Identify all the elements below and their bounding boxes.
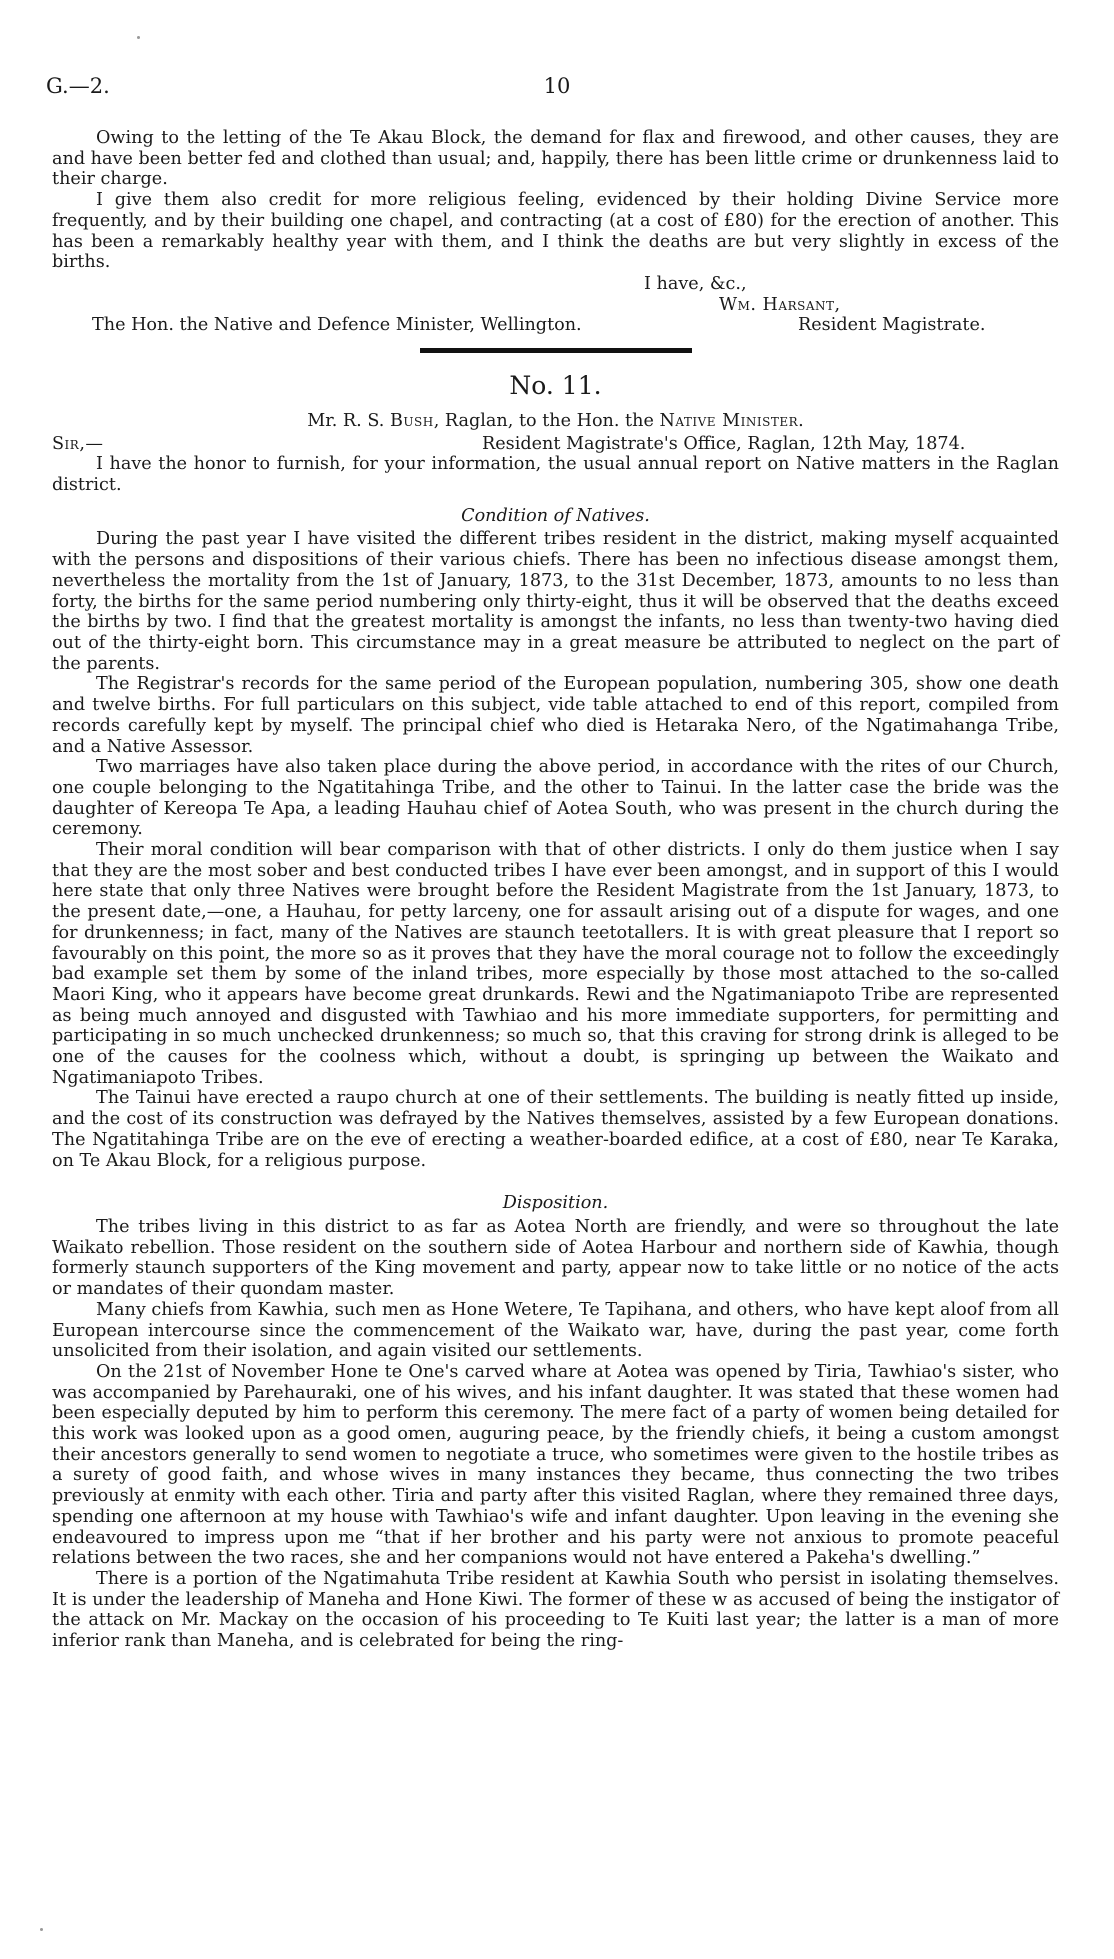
paragraph: I have the honor to furnish, for your information, the usual annual report on Native matters in the Raglan district. — [52, 454, 1059, 496]
section-heading: Disposition. — [502, 1193, 609, 1214]
from-suffix: . — [798, 410, 804, 431]
paragraph: Owing to the letting of the Te Akau Block, the demand for flax and firewood, and other causes, they are and have been better fed and clothed than usual; and, happily, there has been little crime or drunkenness laid to their charge. — [52, 128, 1059, 190]
paragraph: There is a portion of the Ngatimahuta Tribe resident at Kawhia South who persist in isolating themselves. It is under the leadership of Maneha and Hone Kiwi. The former of these w as accused of being the instigator of the attack on Mr. Mackay on the occasion of his proceeding to Te Kuiti last year; the latter is a man of more inferior rank than Maneha, and is celebrated for being the ring- — [52, 1568, 1059, 1652]
dateline: Resident Magistrate's Office, Raglan, 12th May, 1874. — [482, 433, 966, 454]
signature-block — [52, 274, 1059, 336]
section-divider — [420, 348, 692, 353]
paragraph: The Tainui have erected a raupo church at one of their settlements. The building is neatly fitted up inside, and the cost of its construction was defrayed by the Natives themselves, assisted by a few European donations. The Ngatitahinga Tribe are on the eve of erecting a weather-boarded edifice, at a cost of £80, near Te Karaka, on Te Akau Block, for a religious purpose. — [52, 1088, 1059, 1171]
paragraph: The tribes living in this district to as far as Aotea North are friendly, and were so throughout the late Waikato rebellion. Those resident on the southern side of Aotea Harbour and northern side of Kawhia, though formerly staunch supporters of the King movement and party, appear now to take little or no notice of the acts or mandates of their quondam master. — [52, 1216, 1059, 1300]
letter-number: No. 11. — [509, 370, 602, 400]
page-body — [52, 128, 1059, 1652]
salutation: Sir,— — [52, 433, 104, 454]
scan-speck — [137, 36, 140, 39]
from-recipient: Native Minister — [659, 410, 799, 431]
scan-speck — [40, 1928, 43, 1931]
from-middle: , Raglan, to the Hon. the — [433, 410, 654, 431]
paragraph: On the 21st of November Hone te One's carved whare at Aotea was opened by Tiria, Tawhiao's sister, who was accompanied by Parehauraki, one of his wives, and his infant daughter. It was stated that these women had been especially deputed by him to perform this ceremony. The mere fact of a party of women being detailed for this work was looked upon as a good omen, auguring peace, by the friendly chiefs, it being a custom amongst their ancestors generally to send women to negotiate a truce, who sometimes were given to the hostile tribes as a surety of good faith, and whose wives in many instances they became, thus connecting the two tribes previously at enmity with each other. Tiria and party after this visited Raglan, where they remained three days, spending one afternoon at my house with Tawhiao's wife and infant daughter. Upon leaving in the evening she endeavoured to impress upon me “that if her brother and his party were not anxious to promote peaceful relations between the two races, she and her companions would not have entered a Pakeha's dwelling.” — [52, 1361, 1059, 1569]
paragraph: During the past year I have visited the different tribes resident in the district, making myself acquainted with the persons and dispositions of their various chiefs. There has been no infectious disease amongst them, nevertheless the mortality from the 1st of January, 1873, to the 31st December, 1873, amounts to no less than forty, the births for the same period numbering only thirty-eight, thus it will be observed that the deaths exceed the births by two. I find that the greatest mortality is amongst the infants, no less than twenty-two having died out of the thirty-eight born. This circumstance may in a great measure be attributed to neglect on the part of the parents. — [52, 529, 1059, 674]
paragraph: Their moral condition will bear comparison with that of other districts. I only do them justice when I say that they are the most sober and best conducted tribes I have ever been amongst, and in support of this I would here state that only three Natives were brought before the Resident Magistrate from the 1st January, 1873, to the present date,—one, a Hauhau, for petty larceny, one for assault arising out of a dispute for wages, and one for drunkenness; in fact, many of the Natives are staunch teetotallers. It is with great pleasure that I report so favourably on this point, the more so as it proves that they have the moral courage not to follow the exceedingly bad example set them by some of the inland tribes, more especially by those most attached to the so-called Maori King, who it appears have become great drunkards. Rewi and the Ngatimaniapoto Tribe are represented as being much annoyed and disgusted with Tawhiao and his more immediate supporters, for permitting and participating in so much unchecked drunkenness; so much so, that this craving for strong drink is alleged to be one of the causes for the coolness which, without a doubt, is springing up between the Waikato and Ngatimaniapoto Tribes. — [52, 840, 1059, 1088]
letter-from-line — [52, 411, 1059, 432]
paragraph: I give them also credit for more religious feeling, evidenced by their holding Divine Service more frequently, and by their building one chapel, and contracting (at a cost of £80) for the erection of another. This has been a remarkably healthy year with them, and I think the deaths are but very slightly in excess of the births. — [52, 190, 1059, 273]
salutation-line — [52, 434, 1059, 455]
paragraph: Many chiefs from Kawhia, such men as Hone Wetere, Te Tapihana, and others, who have kept aloof from all European intercourse since the commencement of the Waikato war, have, during the past year, come forth unsolicited from their isolation, and again visited our settlements. — [52, 1299, 1059, 1362]
from-prefix: Mr. R. S. — [307, 410, 385, 431]
page-header — [46, 74, 1068, 104]
signatory-title: Resident Magistrate. — [798, 315, 986, 336]
signatory-name: Wm. Harsant, — [719, 294, 841, 315]
page-number: 10 — [543, 74, 571, 98]
section-heading: Condition of Natives. — [461, 505, 650, 526]
paragraph: Two marriages have also taken place during the above period, in accordance with the rites of our Church, one couple belonging to the Ngatitahinga Tribe, and the other to Tainui. In the latter case the bride was the daughter of Kereopa Te Apa, a leading Hauhau chief of Aotea South, who was present in the church during the ceremony. — [52, 757, 1059, 840]
addressee: The Hon. the Native and Defence Minister, Wellington. — [92, 315, 582, 336]
paragraph: The Registrar's records for the same period of the European population, numbering 305, show one death and twelve births. For full particulars on this subject, vide table attached to end of this report, compiled from records carefully kept by myself. The principal chief who died is Hetaraka Nero, of the Ngatimahanga Tribe, and a Native Assessor. — [52, 674, 1059, 757]
closing: I have, &c., — [644, 273, 747, 294]
document-reference: G.—2. — [46, 74, 110, 98]
from-name: Bush — [389, 410, 434, 431]
